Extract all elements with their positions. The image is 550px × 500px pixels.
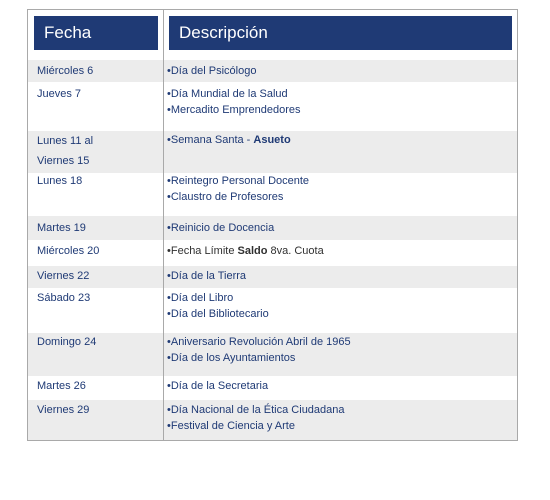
description-line: •Día de los Ayuntamientos [167,352,296,364]
description-text: 8va. Cuota [267,245,324,257]
description-line: •Aniversario Revolución Abril de 1965 [167,336,351,348]
description-line: •Reintegro Personal Docente [167,175,310,187]
row-date: Miércoles 20 [37,245,100,257]
row-date: Martes 26 [37,380,86,392]
description-line: •Claustro de Profesores [167,191,284,203]
header-fecha [34,16,158,50]
column-divider [163,10,164,440]
table-row [28,173,517,216]
row-date [37,131,93,171]
row-date: Viernes 22 [37,270,90,282]
table-row [28,288,517,332]
header-descripcion [169,16,512,50]
row-date: Martes 19 [37,222,86,234]
description-line: •Día del Libro [167,292,234,304]
row-description [167,173,309,205]
description-line: •Día del Psicólogo [167,65,257,77]
row-date: Jueves 7 [37,88,82,100]
calendar-table [27,9,518,441]
table-row [28,60,517,82]
table-row [28,131,517,173]
description-line: •Día de la Tierra [167,270,247,282]
table-row [28,333,517,376]
table-row [28,376,517,400]
row-description [167,290,269,322]
description-line: •Día de la Secretaria [167,380,269,392]
row-description [167,243,324,259]
table-row [28,240,517,265]
row-description [167,378,268,394]
row-date: Lunes 18 [37,175,83,187]
description-bold-text: Saldo [237,245,268,257]
row-date: Sábado 23 [37,292,91,304]
table-row [28,83,517,130]
table-row [28,216,517,240]
description-text: •Fecha Límite [167,245,238,257]
description-bold-text: Asueto [253,134,291,146]
description-line: •Día Nacional de la Ética Ciudadana [167,404,345,416]
row-description [167,402,345,434]
header-fecha-label: Fecha [44,23,92,42]
description-line: •Día Mundial de la Salud [167,88,288,100]
row-date: Miércoles 6 [37,65,94,77]
description-line: •Mercadito Emprendedores [167,104,301,116]
row-description [167,268,246,284]
description-line: •Reinicio de Docencia [167,222,275,234]
description-text: •Semana Santa - [167,134,254,146]
row-description [167,132,291,148]
date-line: Viernes 15 [37,155,90,167]
description-line [167,243,324,259]
row-description [167,86,300,118]
description-line: •Día del Bibliotecario [167,308,269,320]
row-date: Domingo 24 [37,336,97,348]
row-date: Viernes 29 [37,404,90,416]
table-row [28,266,517,288]
row-description [167,334,351,366]
date-line: Lunes 11 al [37,135,94,147]
table-row [28,400,517,440]
description-line: •Festival de Ciencia y Arte [167,420,295,432]
description-line [167,132,291,148]
row-description [167,220,274,236]
row-description [167,63,256,79]
header-descripcion-label: Descripción [179,23,268,42]
